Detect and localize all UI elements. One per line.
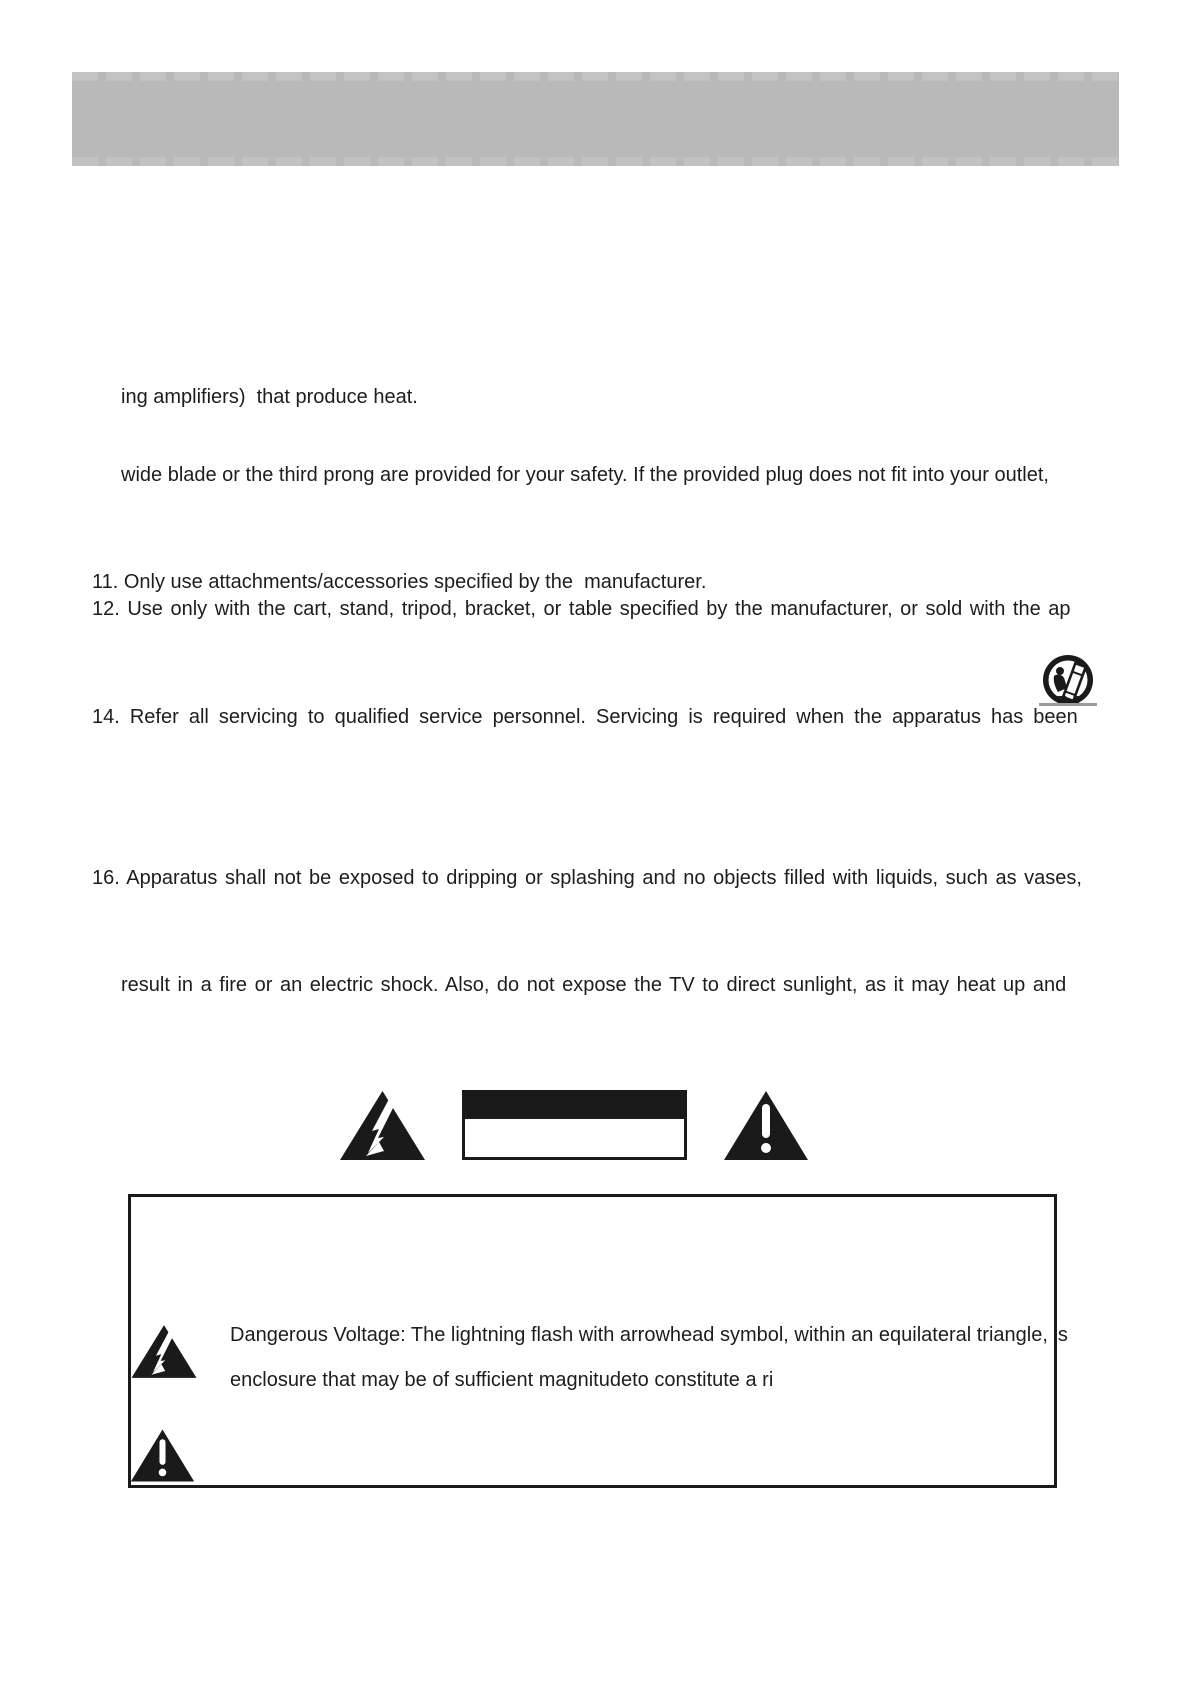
safety-instruction-line: ing amplifiers) that produce heat. [121, 386, 418, 408]
safety-instruction-line: result in a fire or an electric shock. Also, do not expose the TV to direct sunlight, as it may heat up and [121, 974, 1067, 996]
caution-black-band [465, 1093, 684, 1119]
dangerous-voltage-definition: Dangerous Voltage: The lightning flash with arrowhead symbol, within an equilateral triangle, is [230, 1324, 1068, 1346]
caution-label-panel [462, 1090, 687, 1160]
safety-instruction-line: wide blade or the third prong are provided for your safety. If the provided plug does not fit into your outlet, [121, 464, 1049, 486]
lightning-bolt-triangle-icon [338, 1089, 427, 1162]
cart-tip-over-warning-icon [1041, 654, 1095, 708]
safety-instruction-item-14: 14. Refer all servicing to qualified service personnel. Servicing is required when the apparatus has been [92, 706, 1078, 728]
lightning-bolt-triangle-icon [130, 1323, 198, 1380]
exclamation-triangle-icon [722, 1089, 810, 1162]
redacted-header-bar [72, 72, 1119, 166]
exclamation-triangle-icon [128, 1428, 197, 1483]
cart-icon-ground-line [1039, 703, 1097, 706]
safety-instruction-item-12: 12. Use only with the cart, stand, tripod, bracket, or table specified by the manufacturer, or sold with the ap [92, 598, 1071, 620]
dangerous-voltage-definition-continuation: enclosure that may be of sufficient magnitudeto constitute a ri [230, 1369, 774, 1391]
safety-instruction-item-16: 16. Apparatus shall not be exposed to dripping or splashing and no objects filled with liquids, such as vases, [92, 867, 1082, 889]
safety-instruction-item-11: 11. Only use attachments/accessories specified by the manufacturer. [92, 571, 707, 593]
